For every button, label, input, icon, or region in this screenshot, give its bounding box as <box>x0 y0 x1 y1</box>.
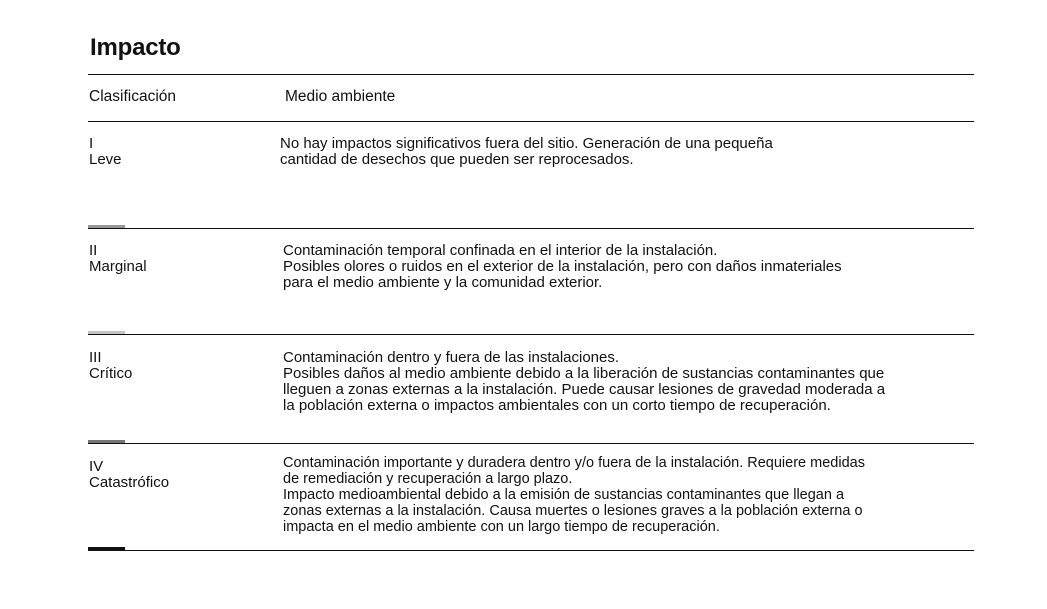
row-divider <box>88 443 974 444</box>
row-name: Catastrófico <box>89 474 170 491</box>
row-level: II <box>89 242 98 259</box>
row-divider <box>88 228 974 229</box>
impact-classification-page <box>88 0 974 609</box>
table-row-description: No hay impactos significativos fuera del sitio. Generación de una pequeña cantidad de desechos que pueden ser reprocesados. <box>280 135 773 168</box>
header-bottom-rule <box>88 121 974 122</box>
row-level: IV <box>89 458 104 475</box>
table-row-description: Contaminación importante y duradera dentro y/o fuera de la instalación. Requiere medidas de remediación y recuperación a largo plazo. Impacto medioambiental debido a la emisión de sustancias contaminantes que llegan a zonas externas a la instalación. Causa muertes o lesiones graves a la población externa o impacta en el medio ambiente con un largo tiempo de recuperación. <box>283 455 865 535</box>
header-environment: Medio ambiente <box>285 88 396 105</box>
table-row-classification <box>89 243 147 275</box>
table-row-description: Contaminación dentro y fuera de las instalaciones. Posibles daños al medio ambiente debido a la liberación de sustancias contaminantes que lleguen a zonas externas a la instalación. Puede causar lesiones de gravedad moderada a la población externa o impactos ambientales con un corto tiempo de recuperación. <box>283 349 886 414</box>
page-title: Impacto <box>90 34 181 61</box>
row-name: Marginal <box>89 258 147 275</box>
table-row-description: Contaminación temporal confinada en el interior de la instalación. Posibles olores o ruidos en el exterior de la instalación, pero con daños inmateriales para el medio ambiente y la comunidad exterior. <box>283 242 842 291</box>
row-name: Leve <box>89 151 122 168</box>
row-level: III <box>89 349 102 366</box>
table-row-classification <box>89 459 169 491</box>
table-row-classification <box>89 136 122 168</box>
table-bottom-rule <box>88 550 974 551</box>
row-level: I <box>89 135 94 152</box>
table-row-classification <box>89 350 132 382</box>
table-top-rule <box>88 74 974 75</box>
header-classification: Clasificación <box>89 88 177 105</box>
row-divider <box>88 334 974 335</box>
row-name: Crítico <box>89 365 133 382</box>
